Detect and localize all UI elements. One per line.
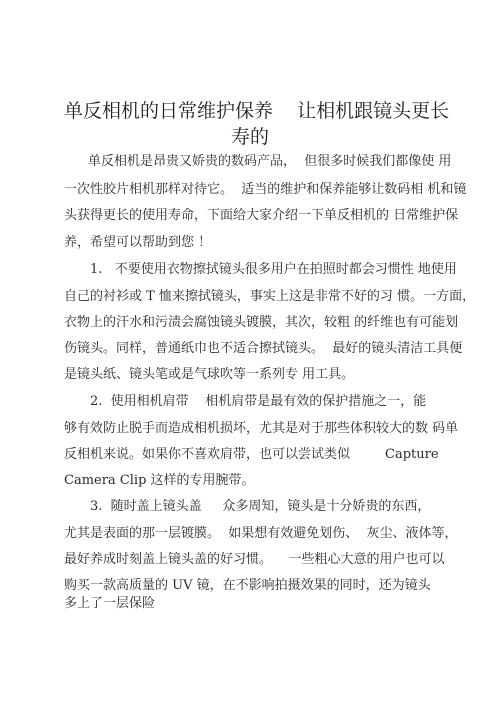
item3-line-3: 最好养成时刻盖上镜头盖的好习惯。 一些粗心大意的用户也可以 <box>64 552 445 567</box>
item2-line-1: 2. 使用相机肩带 相机肩带是最有效的保护措施之一，能 <box>90 394 427 409</box>
item3-line-5: 多上了一层保险 <box>64 596 156 611</box>
intro-line-2: 一次性胶片相机那样对待它。 适当的维护和保养能够让数码相 机和镜 <box>64 182 467 197</box>
intro-line-3: 头获得更长的使用寿命，下面给大家介绍一下单反相机的 日常维护保 <box>64 208 459 223</box>
item3-line-2: 尤其是表面的那一层镀膜。 如果想有效避免划伤、 灰尘、液体等， <box>64 526 458 541</box>
item2-line-2: 够有效防止脱手而造成相机损坏，尤其是对于那些体积较大的数 码单 <box>64 421 459 436</box>
item3-line-4: 购买一款高质量的 UV 镜，在不影响拍摄效果的同时，还为镜头 <box>64 578 431 593</box>
item1-line-3: 衣物上的汗水和污渍会腐蚀镜头镀膜，其次，较粗 的纤维也有可能划 <box>64 315 459 330</box>
item1-line-2: 自己的衬衫或 T 恤来擦拭镜头，事实上这是非常不好的习 惯。一方面， <box>64 289 476 304</box>
item2-line-3: 反相机来说。如果你不喜欢肩带，也可以尝试类似 <box>64 447 351 462</box>
item2-line-4: Camera Clip 这样的专用腕带。 <box>64 473 255 488</box>
item1-line-1: 1. 不要使用衣物擦拭镜头很多用户在拍照时都会习惯性 地使用 <box>90 262 457 277</box>
item1-line-4: 伤镜头。同样，普通纸巾也不适合擦拭镜头。 最好的镜头清洁工具便 <box>64 341 463 356</box>
item2-line-3-tail: Capture <box>385 447 439 462</box>
item1-line-5: 是镜头纸、镜头笔或是气球吹等一系列专 用工具。 <box>64 367 355 382</box>
intro-line-4: 养，希望可以帮助到您 ！ <box>64 235 212 250</box>
document-title-line-2: 寿的 <box>230 126 269 148</box>
intro-line-1: 单反相机是昂贵又娇贵的数码产品， 但很多时候我们都像使 用 <box>88 154 452 169</box>
document-title-line-1: 单反相机的日常维护保养 让相机跟镜头更长 <box>64 100 450 122</box>
item3-line-1: 3. 随时盖上镜头盖 众多周知，镜头是十分娇贵的东西， <box>90 499 431 514</box>
